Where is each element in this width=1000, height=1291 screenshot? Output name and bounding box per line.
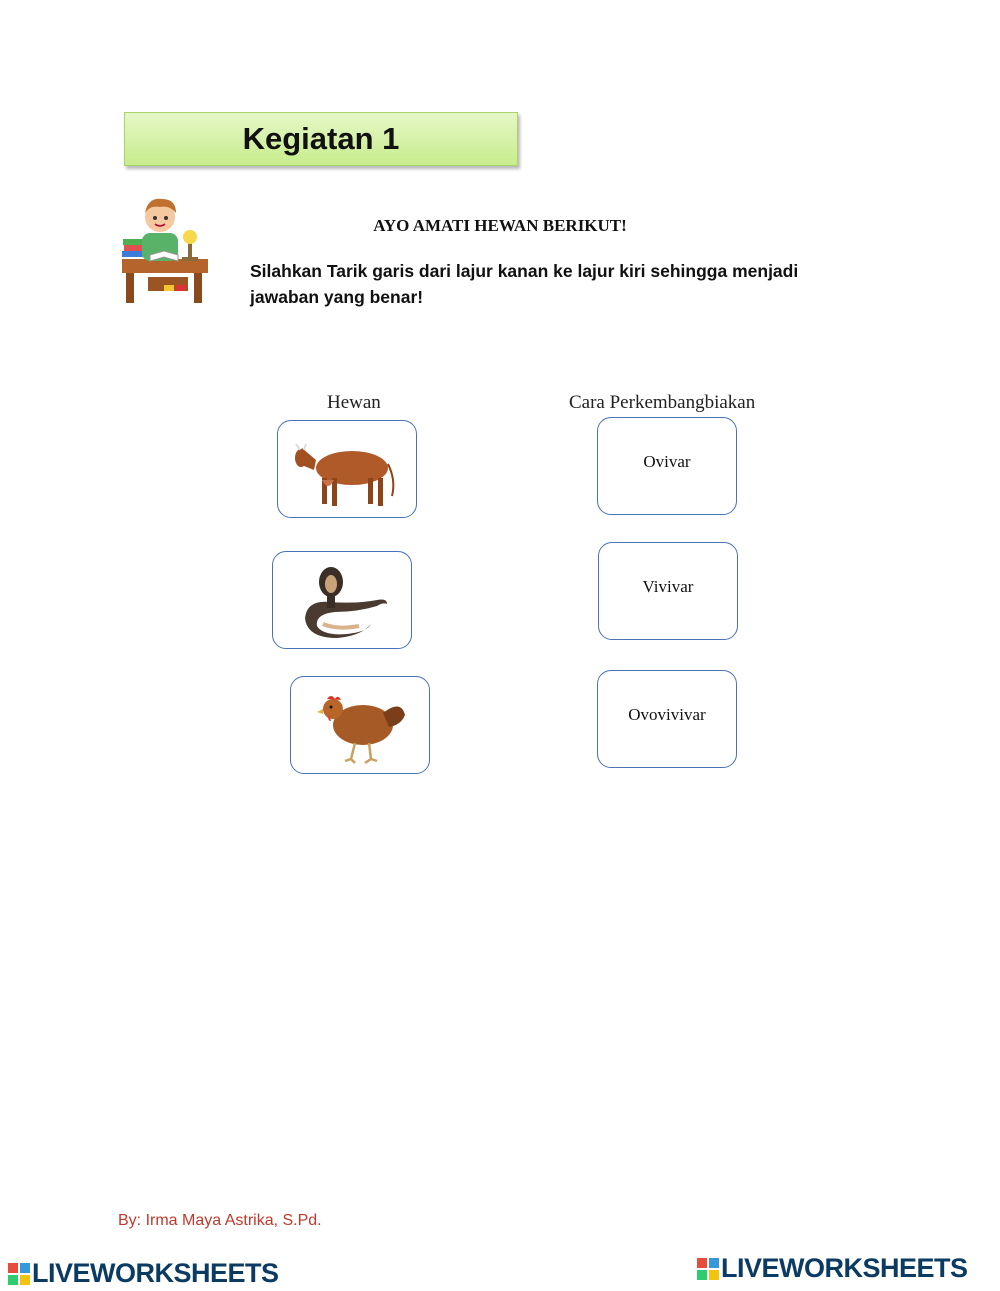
answer-label: Ovovivivar	[628, 705, 706, 724]
liveworksheets-logo-icon	[697, 1258, 719, 1280]
animal-card-chicken[interactable]	[290, 676, 430, 774]
answer-label: Ovivar	[643, 452, 691, 471]
activity-title-banner	[124, 112, 518, 166]
answer-card-ovivar[interactable]	[597, 417, 737, 515]
liveworksheets-brand-right[interactable]	[697, 1253, 968, 1284]
worksheet-heading: AYO AMATI HEWAN BERIKUT!	[373, 216, 627, 235]
column-header-animals: Hewan	[327, 392, 381, 413]
instruction-text: Silahkan Tarik garis dari lajur kanan ke lajur kiri sehingga menjadi jawaban yang benar!	[250, 261, 799, 307]
liveworksheets-logo-icon	[8, 1263, 30, 1285]
column-header-reproduction: Cara Perkembangbiakan	[569, 392, 756, 413]
cobra-icon	[287, 560, 397, 640]
answer-label: Vivivar	[642, 577, 694, 596]
brand-name: LIVEWORKSHEETS	[721, 1253, 968, 1283]
cow-icon	[292, 424, 402, 514]
liveworksheets-brand-left[interactable]	[8, 1258, 279, 1289]
animal-card-cobra[interactable]	[272, 551, 412, 649]
chicken-icon	[305, 685, 415, 765]
author-credit: By: Irma Maya Astrika, S.Pd.	[118, 1212, 322, 1229]
activity-title: Kegiatan 1	[242, 121, 400, 156]
brand-name: LIVEWORKSHEETS	[32, 1258, 279, 1288]
animal-card-cow[interactable]	[277, 420, 417, 518]
student-studying-illustration	[118, 193, 212, 309]
answer-card-vivivar[interactable]	[598, 542, 738, 640]
answer-card-ovovivivar[interactable]	[597, 670, 737, 768]
